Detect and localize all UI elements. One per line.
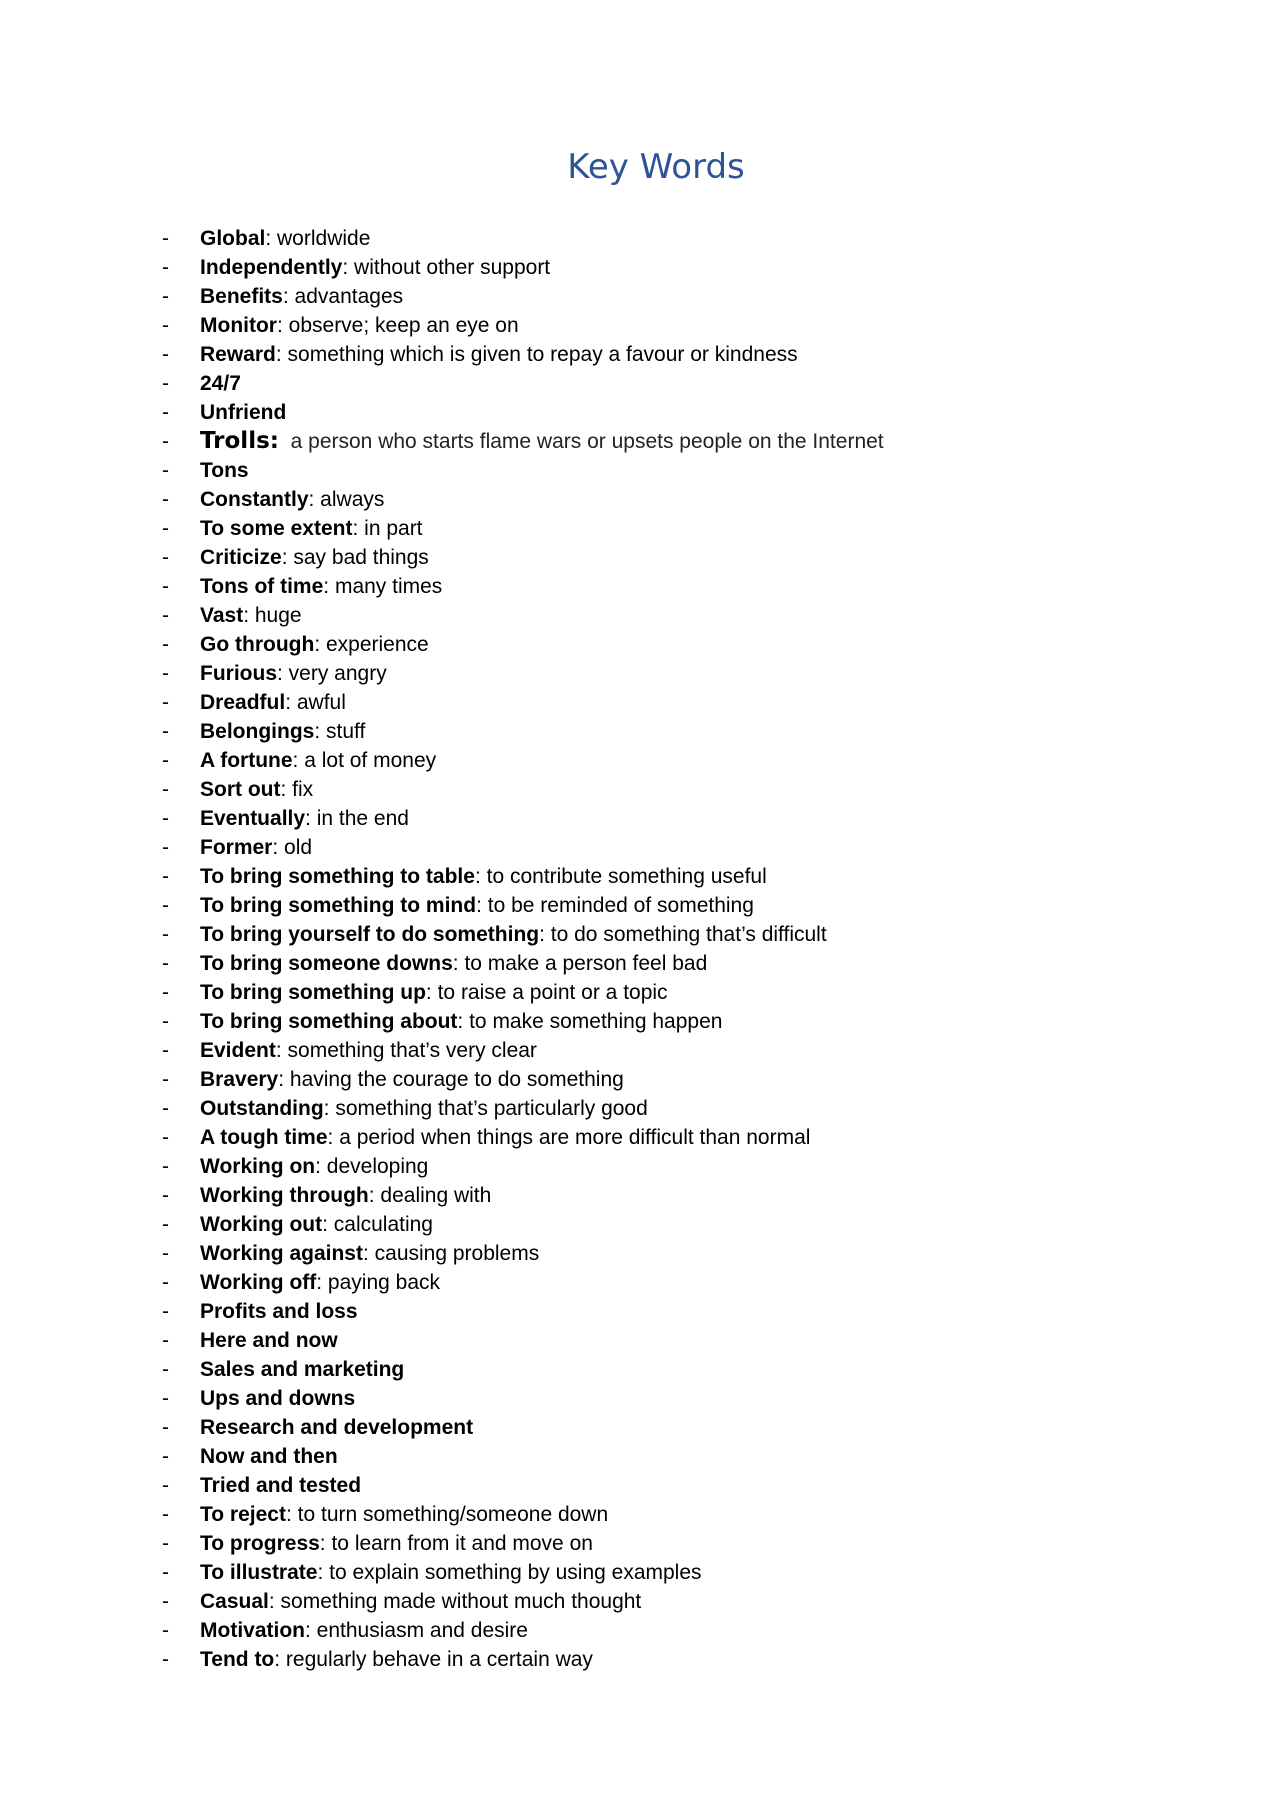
definition: : without other support — [342, 256, 551, 279]
bullet-dash: - — [162, 778, 169, 801]
list-item — [160, 1065, 1160, 1094]
bullet-dash: - — [162, 1532, 169, 1555]
bullet-dash: - — [162, 546, 169, 569]
definition: : developing — [315, 1155, 429, 1178]
bullet-dash: - — [162, 1619, 169, 1642]
term: Working out — [200, 1213, 323, 1236]
definition: : something made without much thought — [268, 1590, 642, 1613]
list-item — [160, 224, 1160, 253]
list-item — [160, 282, 1160, 311]
list-item — [160, 398, 1160, 427]
bullet-dash: - — [162, 256, 169, 279]
list-item — [160, 1007, 1160, 1036]
bullet-dash: - — [162, 1184, 169, 1207]
definition: : a lot of money — [292, 749, 437, 772]
bullet-dash: - — [162, 923, 169, 946]
term: Former — [200, 836, 273, 859]
definition: : to make a person feel bad — [452, 952, 708, 975]
term: To progress — [200, 1532, 320, 1555]
definition: : paying back — [316, 1271, 441, 1294]
bullet-dash: - — [162, 1097, 169, 1120]
bullet-dash: - — [162, 1329, 169, 1352]
term: Ups and downs — [200, 1387, 356, 1410]
bullet-dash: - — [162, 662, 169, 685]
list-item — [160, 1616, 1160, 1645]
list-item — [160, 775, 1160, 804]
bullet-dash: - — [162, 836, 169, 859]
term: Working through — [200, 1184, 369, 1207]
list-item — [160, 1036, 1160, 1065]
list-item — [160, 920, 1160, 949]
definition: : awful — [285, 691, 346, 714]
bullet-dash: - — [162, 1300, 169, 1323]
term: Vast — [200, 604, 244, 627]
bullet-dash: - — [162, 372, 169, 395]
page-title — [0, 147, 1280, 187]
term: To bring something to table — [200, 865, 475, 888]
list-item — [160, 456, 1160, 485]
term: Working on — [200, 1155, 316, 1178]
definition: : enthusiasm and desire — [305, 1619, 528, 1642]
list-item — [160, 1587, 1160, 1616]
bullet-dash: - — [162, 227, 169, 250]
bullet-dash: - — [162, 459, 169, 482]
definition: : old — [272, 836, 313, 859]
bullet-dash: - — [162, 807, 169, 830]
bullet-dash: - — [162, 575, 169, 598]
definition: a person who starts flame wars or upsets people on the Internet — [278, 430, 884, 453]
term: Here and now — [200, 1329, 338, 1352]
definition: : advantages — [282, 285, 404, 308]
bullet-dash: - — [162, 1010, 169, 1033]
bullet-dash: - — [162, 401, 169, 424]
list-item — [160, 1239, 1160, 1268]
bullet-dash: - — [162, 894, 169, 917]
list-item — [160, 1413, 1160, 1442]
definition: : to learn from it and move on — [319, 1532, 593, 1555]
term: Tried and tested — [200, 1474, 362, 1497]
definition: : stuff — [314, 720, 366, 743]
list-item — [160, 1094, 1160, 1123]
bullet-dash: - — [162, 343, 169, 366]
definition: : something that’s particularly good — [323, 1097, 648, 1120]
definition: : to turn something/someone down — [285, 1503, 609, 1526]
list-item — [160, 1210, 1160, 1239]
list-item — [160, 311, 1160, 340]
term: Reward — [200, 343, 276, 366]
term: Evident — [200, 1039, 276, 1062]
bullet-dash: - — [162, 691, 169, 714]
term: Constantly — [200, 488, 309, 511]
term: Tend to — [200, 1648, 275, 1671]
list-item — [160, 601, 1160, 630]
definition: : to make something happen — [457, 1010, 723, 1033]
term: Research and development — [200, 1416, 474, 1439]
definition: : something which is given to repay a favour or kindness — [275, 343, 798, 366]
term: Working off — [200, 1271, 317, 1294]
definition: : say bad things — [281, 546, 429, 569]
bullet-dash: - — [162, 1590, 169, 1613]
bullet-dash: - — [162, 430, 169, 453]
list-item — [160, 1355, 1160, 1384]
list-item — [160, 833, 1160, 862]
list-item — [160, 572, 1160, 601]
bullet-dash: - — [162, 1213, 169, 1236]
term: 24/7 — [200, 372, 241, 395]
bullet-dash: - — [162, 1358, 169, 1381]
term: Motivation — [200, 1619, 305, 1642]
list-item — [160, 1326, 1160, 1355]
bullet-dash: - — [162, 1068, 169, 1091]
definition: : experience — [314, 633, 429, 656]
term: Profits and loss — [200, 1300, 358, 1323]
bullet-dash: - — [162, 314, 169, 337]
definition: : in part — [352, 517, 423, 540]
term: To illustrate — [200, 1561, 318, 1584]
bullet-dash: - — [162, 604, 169, 627]
definition: : huge — [243, 604, 302, 627]
list-item — [160, 1500, 1160, 1529]
definition: : a period when things are more difficult than normal — [327, 1126, 811, 1149]
bullet-dash: - — [162, 1445, 169, 1468]
term: Unfriend — [200, 401, 287, 424]
list-item — [160, 1181, 1160, 1210]
bullet-dash: - — [162, 1155, 169, 1178]
bullet-dash: - — [162, 488, 169, 511]
term: Independently — [200, 256, 343, 279]
term: To reject — [200, 1503, 286, 1526]
definition: : to be reminded of something — [476, 894, 754, 917]
definition: : in the end — [305, 807, 409, 830]
term: Working against — [200, 1242, 363, 1265]
term: Dreadful — [200, 691, 286, 714]
list-item — [160, 891, 1160, 920]
list-item — [160, 253, 1160, 282]
definition: : observe; keep an eye on — [276, 314, 519, 337]
list-item — [160, 1645, 1160, 1674]
term: Criticize — [200, 546, 282, 569]
definition: : to contribute something useful — [474, 865, 767, 888]
list-item — [160, 340, 1160, 369]
page-title-text: Key Words — [567, 147, 745, 187]
term: To bring something about — [200, 1010, 458, 1033]
list-item — [160, 1529, 1160, 1558]
bullet-dash: - — [162, 1503, 169, 1526]
bullet-dash: - — [162, 1242, 169, 1265]
term: Now and then — [200, 1445, 338, 1468]
term: Go through — [200, 633, 315, 656]
term: Sort out — [200, 778, 281, 801]
bullet-dash: - — [162, 285, 169, 308]
term: Outstanding — [200, 1097, 324, 1120]
definition: : many times — [323, 575, 443, 598]
term: A fortune — [200, 749, 293, 772]
list-item — [160, 1152, 1160, 1181]
list-item — [160, 949, 1160, 978]
bullet-dash: - — [162, 517, 169, 540]
term: Benefits — [200, 285, 283, 308]
definition: : having the courage to do something — [278, 1068, 624, 1091]
term: A tough time — [200, 1126, 328, 1149]
definition: : very angry — [277, 662, 387, 685]
list-item — [160, 688, 1160, 717]
term: Tons of time — [200, 575, 324, 598]
definition: : always — [308, 488, 385, 511]
definition: : causing problems — [362, 1242, 540, 1265]
term: Global — [200, 227, 266, 250]
list-item — [160, 1442, 1160, 1471]
bullet-dash: - — [162, 1271, 169, 1294]
term: Bravery — [200, 1068, 279, 1091]
bullet-dash: - — [162, 1039, 169, 1062]
list-item — [160, 514, 1160, 543]
key-words-list — [160, 224, 1160, 1674]
bullet-dash: - — [162, 865, 169, 888]
bullet-dash: - — [162, 720, 169, 743]
list-item — [160, 717, 1160, 746]
term: To bring something up — [200, 981, 426, 1004]
definition: : to raise a point or a topic — [425, 981, 668, 1004]
list-item — [160, 978, 1160, 1007]
bullet-dash: - — [162, 981, 169, 1004]
list-item — [160, 1297, 1160, 1326]
list-item — [160, 543, 1160, 572]
bullet-dash: - — [162, 1126, 169, 1149]
definition: : to do something that’s difficult — [539, 923, 827, 946]
list-item — [160, 804, 1160, 833]
list-item — [160, 630, 1160, 659]
bullet-dash: - — [162, 749, 169, 772]
bullet-dash: - — [162, 1416, 169, 1439]
term: Tons — [200, 459, 249, 482]
term: To bring something to mind — [200, 894, 477, 917]
list-item — [160, 659, 1160, 688]
term: To bring someone downs — [200, 952, 453, 975]
list-item — [160, 862, 1160, 891]
term: Sales and marketing — [200, 1358, 405, 1381]
definition: : to explain something by using examples — [317, 1561, 702, 1584]
term: Belongings — [200, 720, 315, 743]
list-item — [160, 1123, 1160, 1152]
term: Monitor — [200, 314, 277, 337]
definition: : dealing with — [368, 1184, 492, 1207]
term: To some extent — [200, 517, 353, 540]
bullet-dash: - — [162, 952, 169, 975]
definition: : fix — [280, 778, 314, 801]
list-item — [160, 1384, 1160, 1413]
list-item — [160, 746, 1160, 775]
definition: : worldwide — [265, 227, 371, 250]
definition: : something that’s very clear — [275, 1039, 537, 1062]
list-item — [160, 485, 1160, 514]
bullet-dash: - — [162, 1387, 169, 1410]
list-item — [160, 427, 1160, 456]
bullet-dash: - — [162, 1648, 169, 1671]
list-item — [160, 1558, 1160, 1587]
list-item — [160, 1268, 1160, 1297]
bullet-dash: - — [162, 1474, 169, 1497]
definition: : regularly behave in a certain way — [274, 1648, 593, 1671]
list-item — [160, 369, 1160, 398]
term: To bring yourself to do something — [200, 923, 540, 946]
definition: : calculating — [322, 1213, 433, 1236]
term: Eventually — [200, 807, 306, 830]
term: Casual — [200, 1590, 269, 1613]
list-item — [160, 1471, 1160, 1500]
bullet-dash: - — [162, 1561, 169, 1584]
term: Trolls: — [200, 428, 279, 454]
term: Furious — [200, 662, 277, 685]
bullet-dash: - — [162, 633, 169, 656]
